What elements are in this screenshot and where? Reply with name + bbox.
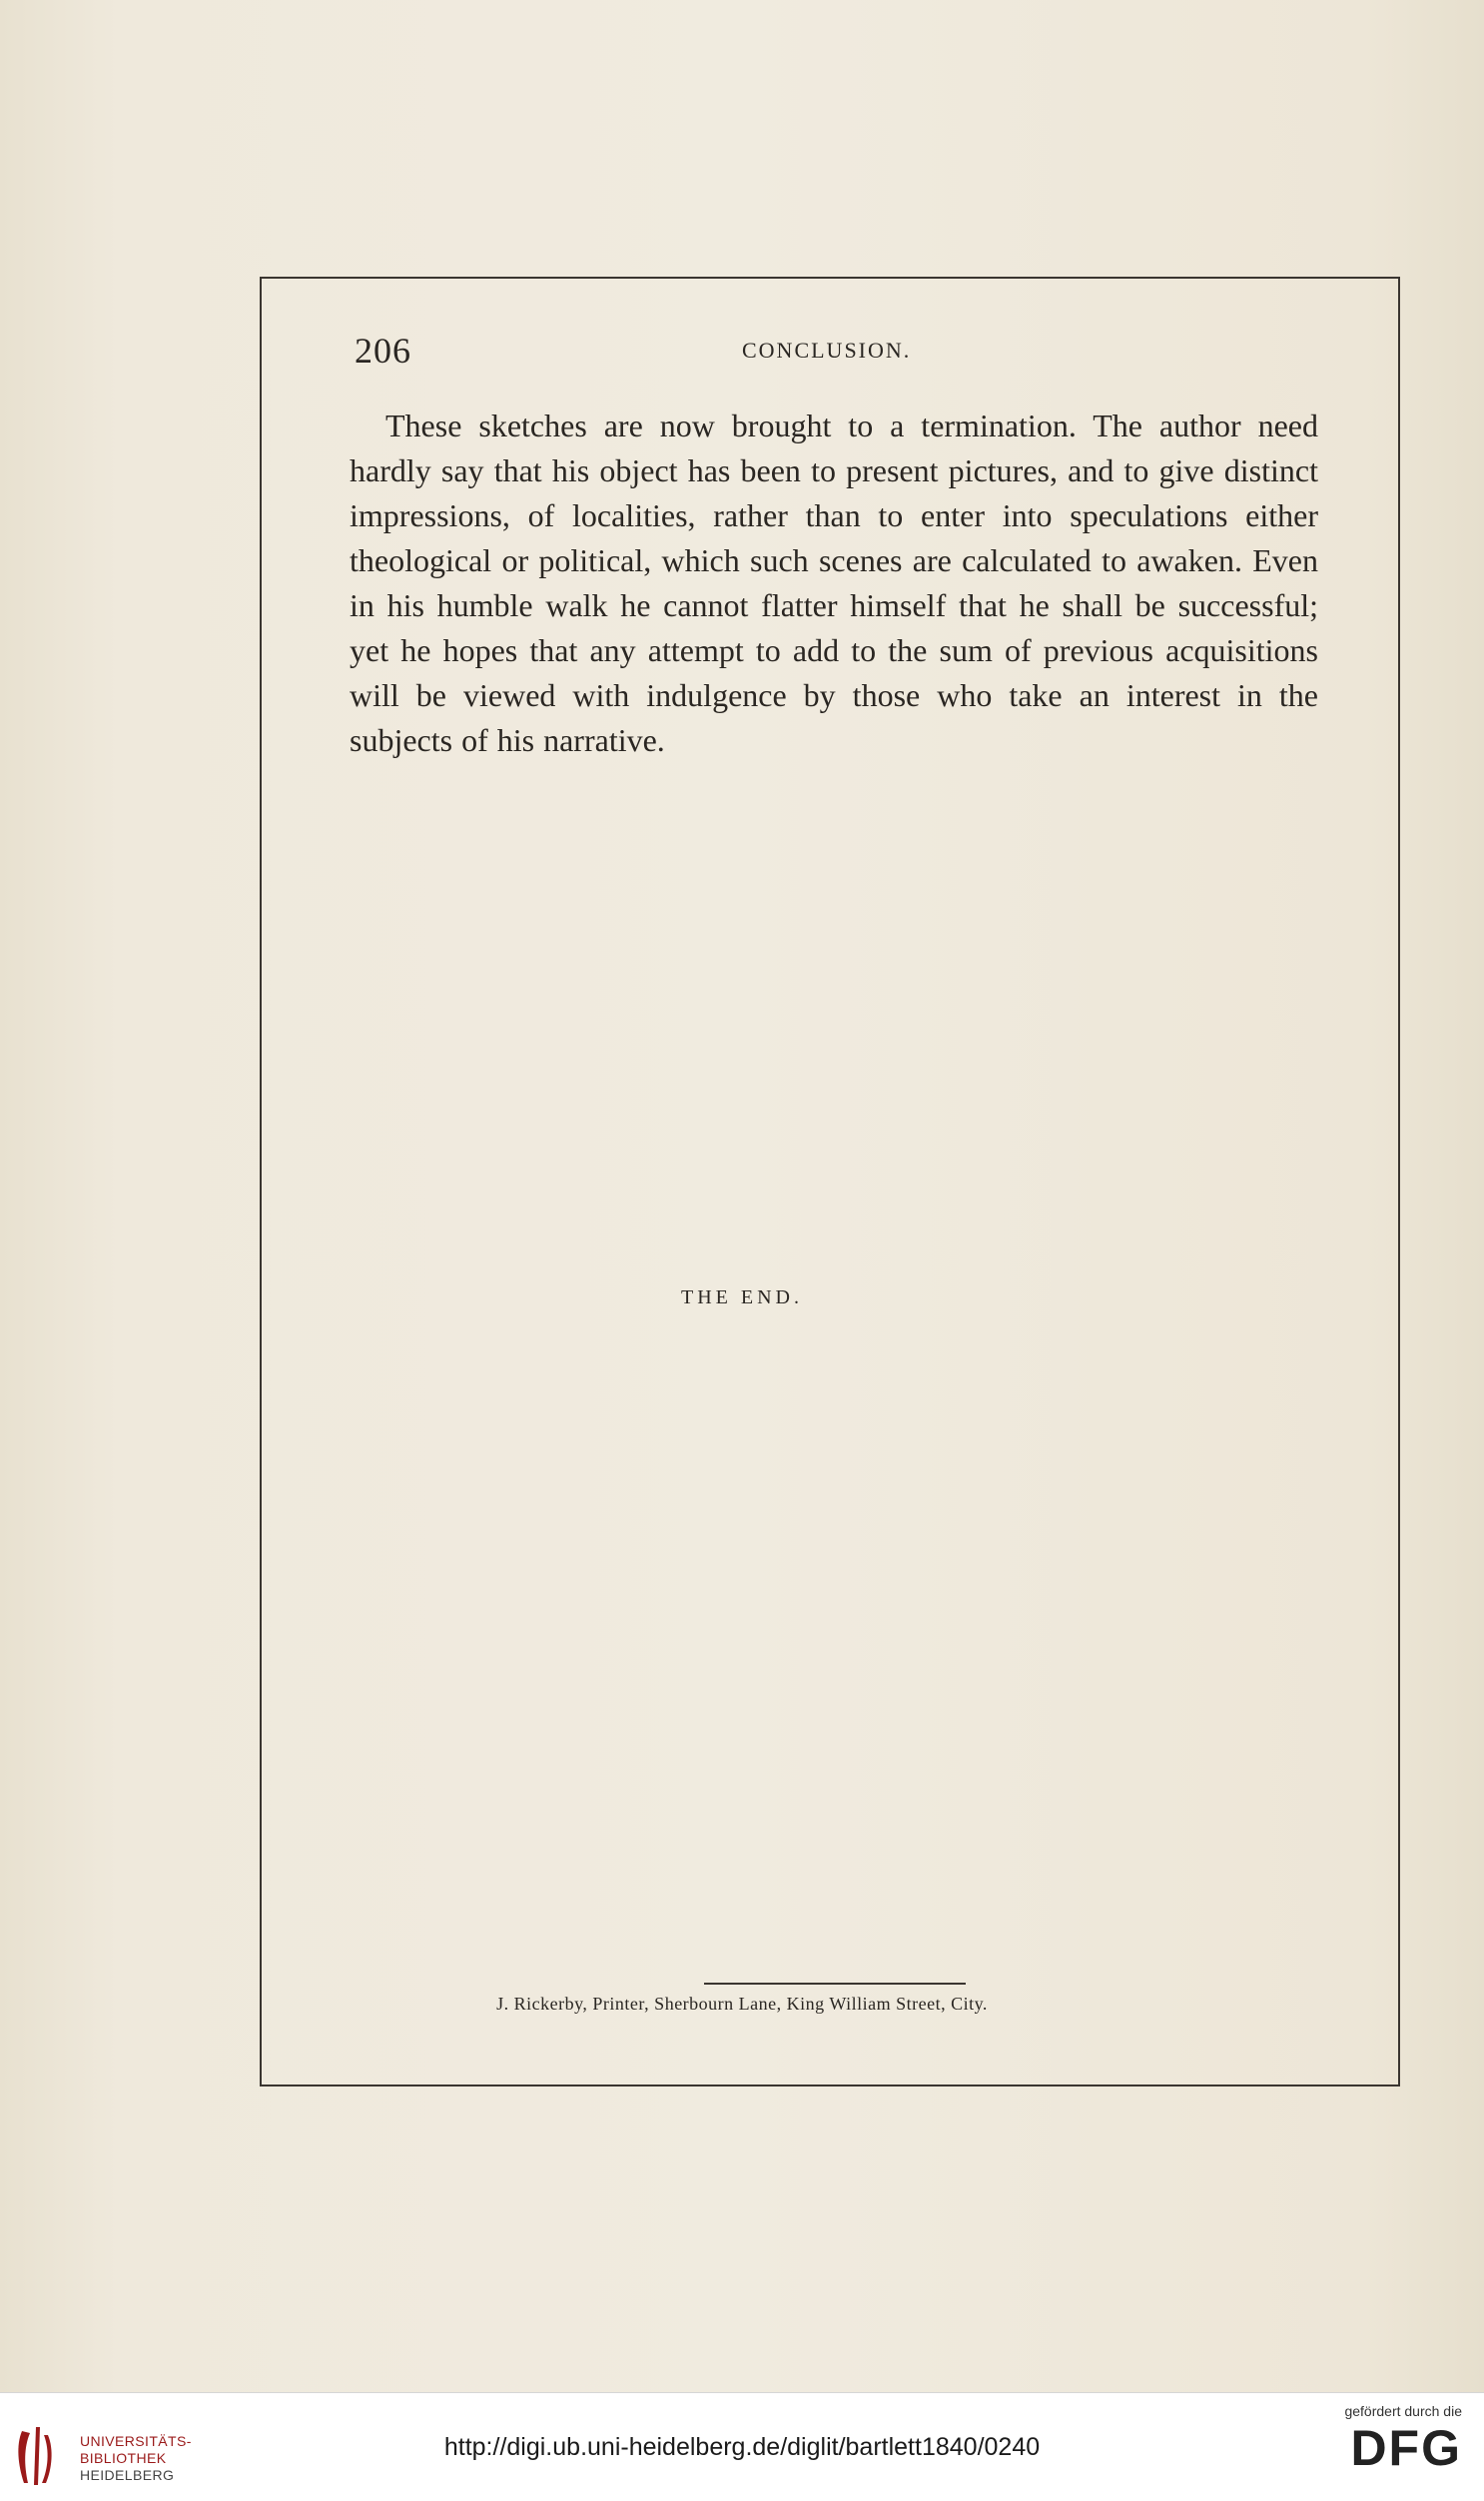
viewer-footer-bar (0, 2392, 1484, 2501)
permalink-url[interactable]: http://digi.ub.uni-heidelberg.de/diglit/bartlett1840/0240 (443, 2433, 1041, 2461)
library-name-line3: HEIDELBERG (80, 2467, 175, 2483)
page-number: 206 (355, 331, 411, 371)
funder-block (1312, 2403, 1462, 2477)
the-end-label: THE END. (681, 1286, 803, 1308)
library-name-line1: UNIVERSITÄTS- (80, 2433, 192, 2449)
running-title: CONCLUSION. (742, 338, 912, 363)
printer-imprint: J. Rickerby, Printer, Sherbourn Lane, King William Street, City. (496, 1994, 988, 2014)
dfg-logo[interactable]: DFG (1350, 2420, 1462, 2476)
running-head (355, 322, 1323, 372)
body-paragraph: These sketches are now brought to a termination. The author need hardly say that his object has been to present pictures, and to give distinct impressions, of localities, rather than to enter into speculations either theological or political, which such scenes are calculated to awaken. Even in his humble walk he cannot flatter himself that he shall be successful; yet he hopes that any attempt to add to the sum of previous acquisitions will be viewed with indulgence by those who take an interest in the subjects of his narrative. (350, 408, 1318, 758)
library-name-line2: BIBLIOTHEK (80, 2450, 167, 2466)
funder-label: gefördert durch die (1344, 2403, 1462, 2419)
imprint-rule (704, 1983, 966, 1985)
